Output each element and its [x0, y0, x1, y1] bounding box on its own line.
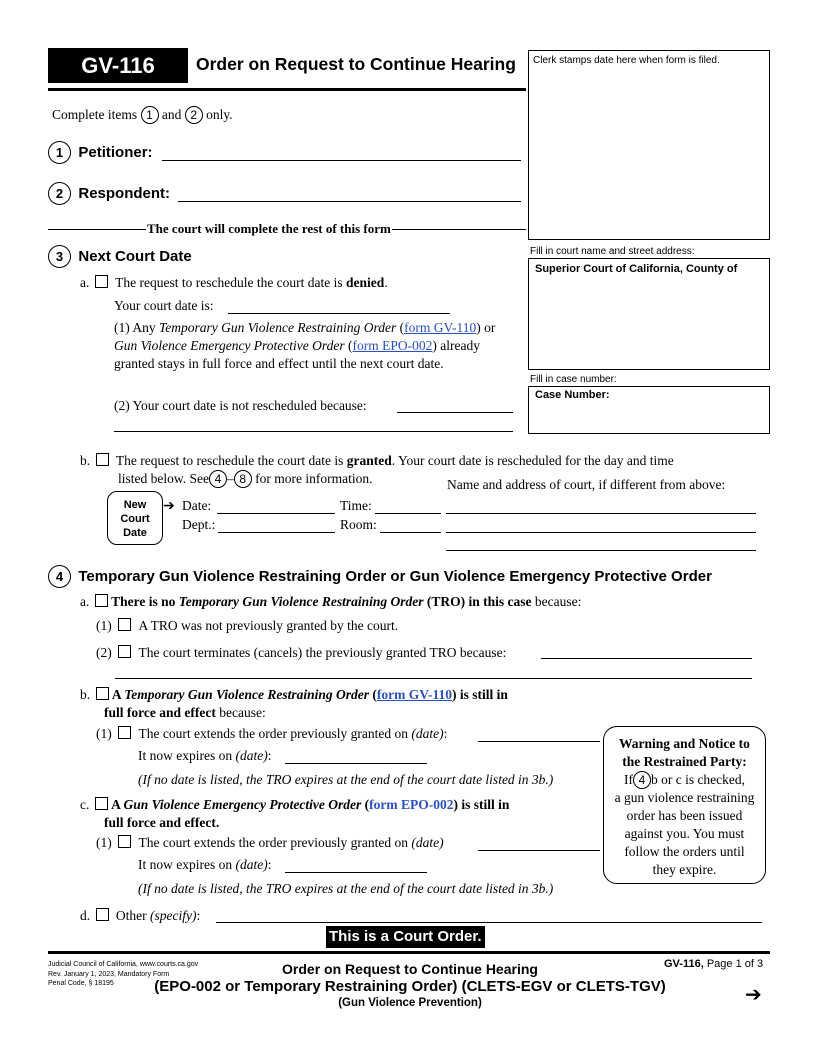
- date-label: Date:: [182, 498, 212, 513]
- footer-page: GV-116, Page 1 of 3: [664, 958, 764, 970]
- alt-court-field-3[interactable]: [446, 550, 756, 551]
- court-order-banner: This is a Court Order.: [326, 926, 485, 948]
- date-field[interactable]: [217, 513, 335, 514]
- court-complete-text: The court will complete the rest of this form: [147, 221, 391, 236]
- item-2-respondent: [48, 182, 170, 205]
- checkbox-3a-denied[interactable]: [95, 275, 108, 288]
- form-gv110-link[interactable]: form GV-110: [404, 320, 477, 335]
- warning-item-ref-4: 4: [633, 771, 651, 789]
- time-label: Time:: [340, 498, 372, 513]
- item-4-title: Temporary Gun Violence Restraining Order or Gun Violence Emergency Protective Order: [78, 568, 712, 585]
- next-court-date-title: Next Court Date: [78, 248, 192, 265]
- item-ref-1: 1: [141, 106, 159, 124]
- dept-field[interactable]: [218, 532, 335, 533]
- room-field[interactable]: [380, 532, 441, 533]
- not-rescheduled-reason-field-1[interactable]: [397, 412, 513, 413]
- form-gv110-link-2[interactable]: form GV-110: [376, 687, 453, 702]
- respondent-field[interactable]: [178, 201, 521, 202]
- court-complete-divider: [48, 221, 526, 237]
- epo-expires-field[interactable]: [285, 872, 427, 873]
- epo-note: (If no date is listed, the TRO expires at the end of the court date listed in 3b.): [138, 881, 554, 896]
- case-number-heading: Case Number:: [535, 389, 610, 401]
- item-3b-line2: listed below. See 4 – 8 for more information.: [118, 471, 373, 486]
- alt-court-field-2[interactable]: [446, 532, 756, 533]
- respondent-label: Respondent:: [78, 185, 171, 202]
- checkbox-4c[interactable]: [95, 797, 108, 810]
- form-id-badge: GV-116: [48, 48, 188, 83]
- item-1-number: 1: [48, 141, 71, 164]
- form-epo002-ref[interactable]: form EPO-002: [369, 797, 454, 812]
- next-page-arrow-icon[interactable]: ➔: [745, 982, 762, 1006]
- item-4-number: 4: [48, 565, 71, 588]
- checkbox-4b[interactable]: [96, 687, 109, 700]
- petitioner-label: Petitioner:: [78, 144, 153, 161]
- alt-court-field-1[interactable]: [446, 513, 756, 514]
- clerk-stamp-box[interactable]: [528, 50, 770, 240]
- court-name-heading: Superior Court of California, County of: [535, 263, 738, 275]
- clerk-stamp-label: Clerk stamps date here when form is filed.: [533, 55, 720, 66]
- instructions: Complete items 1 and 2 only.: [52, 107, 233, 122]
- item-3-number: 3: [48, 245, 71, 268]
- epo-expires-label: It now expires on (date):: [138, 857, 272, 872]
- item-3a-2-text: (2) Your court date is not rescheduled because:: [114, 398, 367, 413]
- item-2-number: 2: [48, 182, 71, 205]
- form-epo002-link[interactable]: form EPO-002: [352, 338, 433, 353]
- new-court-date-box: New Court Date: [107, 491, 163, 545]
- case-number-box[interactable]: [528, 386, 770, 434]
- case-number-label: Fill in case number:: [530, 374, 617, 385]
- item-3b: b. The request to reschedule the court date is granted. Your court date is rescheduled for the day and time: [80, 453, 674, 468]
- court-name-box[interactable]: [528, 258, 770, 370]
- item-ref-2: 2: [185, 106, 203, 124]
- tro-granted-date-field[interactable]: [478, 741, 600, 742]
- arrow-icon: ➔: [163, 499, 175, 514]
- epo-granted-date-field[interactable]: [478, 850, 600, 851]
- checkbox-4d[interactable]: [96, 908, 109, 921]
- petitioner-field[interactable]: [162, 160, 521, 161]
- item-3-header: [48, 245, 192, 268]
- item-3a: a. The request to reschedule the court date is denied.: [80, 275, 388, 290]
- tro-terminate-reason-field-1[interactable]: [541, 658, 752, 659]
- item-4a-1: (1) A TRO was not previously granted by the court.: [96, 618, 399, 633]
- court-date-field[interactable]: [228, 313, 450, 314]
- court-name-label: Fill in court name and street address:: [530, 246, 695, 257]
- item-4d: d. Other (specify):: [80, 908, 201, 923]
- footer-title: Order on Request to Continue Hearing (EPO-002 or Temporary Restraining Order) (CLETS-EGV or CLETS-TGV) (Gun Violence Prevention): [154, 961, 666, 1009]
- tro-note: (If no date is listed, the TRO expires at the end of the court date listed in 3b.): [138, 772, 554, 787]
- room-label: Room:: [340, 517, 377, 532]
- time-field[interactable]: [375, 513, 441, 514]
- item-4a-2: (2) The court terminates (cancels) the previously granted TRO because:: [96, 645, 507, 660]
- footer-left: Judicial Council of California, www.courts.ca.gov Rev. January 1, 2023, Mandatory Form Penal Code, § 18195: [48, 961, 199, 987]
- not-rescheduled-reason-field-2[interactable]: [114, 431, 513, 432]
- other-specify-field[interactable]: [216, 922, 762, 923]
- checkbox-4a-2[interactable]: [118, 645, 131, 658]
- tro-expires-label: It now expires on (date):: [138, 748, 272, 763]
- item-4a: a. There is no Temporary Gun Violence Restraining Order (TRO) in this case because:: [80, 594, 582, 609]
- item-1-petitioner: [48, 141, 153, 164]
- checkbox-4a[interactable]: [95, 594, 108, 607]
- item-ref-4: 4: [209, 470, 227, 488]
- name-address-label: Name and address of court, if different from above:: [447, 477, 726, 492]
- tro-expires-field[interactable]: [285, 763, 427, 764]
- your-court-date-label: Your court date is:: [114, 298, 214, 313]
- tro-terminate-reason-field-2[interactable]: [115, 678, 752, 679]
- checkbox-4c-1[interactable]: [118, 835, 131, 848]
- form-title: Order on Request to Continue Hearing: [196, 54, 516, 74]
- checkbox-4b-1[interactable]: [118, 726, 131, 739]
- item-4b: b. A Temporary Gun Violence Restraining Order (form GV-110) is still in full force and effect because:: [80, 687, 508, 720]
- item-3a-1-text: (1) Any Temporary Gun Violence Restraining Order (form GV-110) or Gun Violence Emergency Protective Order (form EPO-002) already granted stays in full force and effect until the next court date.: [114, 320, 496, 371]
- item-4-header: [48, 565, 712, 588]
- item-4c-1: (1) The court extends the order previously granted on (date): [96, 835, 444, 850]
- footer-rule: [48, 951, 770, 954]
- item-4c: c. A Gun Violence Emergency Protective Order (form EPO-002) is still in full force and effect.: [80, 797, 510, 830]
- dept-label: Dept.:: [182, 517, 216, 532]
- checkbox-4a-1[interactable]: [118, 618, 131, 631]
- header-rule: [48, 88, 526, 91]
- item-ref-8: 8: [234, 470, 252, 488]
- warning-notice-box: Warning and Notice to the Restrained Party: If 4 b or c is checked, a gun violence restraining order has been issued against you. You must follow the orders until they expire.: [603, 726, 766, 884]
- checkbox-3b-granted[interactable]: [96, 453, 109, 466]
- item-4b-1: (1) The court extends the order previously granted on (date):: [96, 726, 448, 741]
